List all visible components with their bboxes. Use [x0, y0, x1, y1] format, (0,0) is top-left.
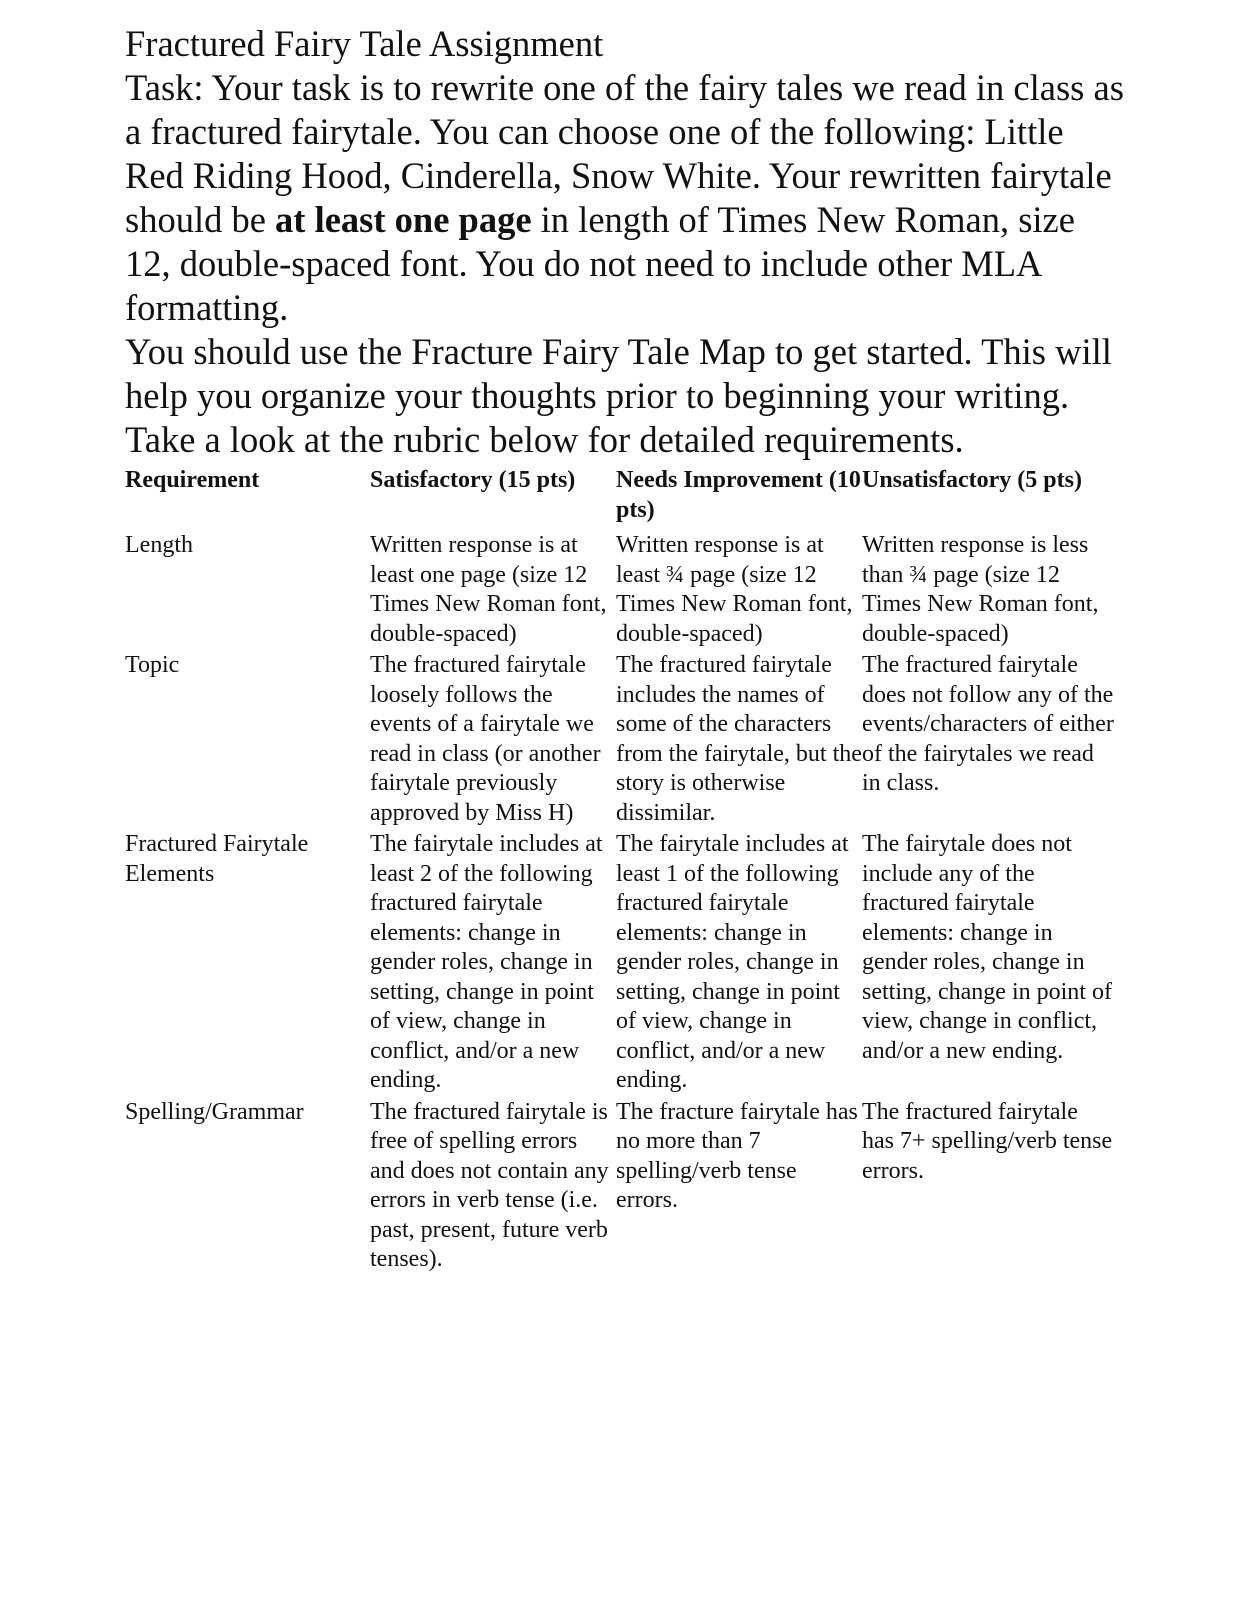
task-text-end: in length of Times New Roman, size 12, double-spaced font. You do not need to include other MLA formatting.	[125, 199, 1075, 328]
header-requirement: Requirement	[125, 467, 260, 493]
header-unsatisfactory: Unsatisfactory (5 pts)	[862, 467, 1082, 493]
rubric-intro: Take a look at the rubric below for detailed requirements.	[125, 419, 964, 460]
requirement-cell: Topic	[125, 652, 180, 678]
requirement-cell: Spelling/Grammar	[125, 1098, 304, 1125]
assignment-title: Fractured Fairy Tale Assignment	[125, 23, 604, 64]
needs-improvement-cell: Written response is at least ¾ page (size 12 Times New Roman font, double-spaced)	[616, 532, 853, 647]
satisfactory-cell: Written response is at least one page (size 12 Times New Roman font, double-spaced)	[370, 532, 607, 647]
requirement-cell: Length	[125, 532, 193, 558]
unsatisfactory-cell: Written response is less than ¾ page (size 12 Times New Roman font, double-spaced)	[862, 532, 1099, 647]
header-satisfactory: Satisfactory (15 pts)	[370, 467, 576, 493]
task-bold-emphasis: at least one page	[275, 199, 532, 240]
needs-improvement-cell: The fracture fairytale has no more than 7 spelling/verb tense errors.	[616, 1098, 858, 1213]
unsatisfactory-cell: The fractured fairytale does not follow any of the events/characters of either of the fairytales we read in class.	[862, 652, 1114, 796]
document-page	[125, 22, 1125, 1277]
rubric-row-length	[125, 529, 1115, 651]
assignment-intro	[125, 22, 1125, 462]
task-text-start: Task: Your task is to rewrite one of the fairy tales we read in class as a fractured fairytale. You can choose one of the following: Little Red Riding Hood, Cinderella, Snow White. Your rewritten fairytale should be	[125, 67, 1124, 240]
header-needs-improvement: Needs Improvement (10 pts)	[616, 467, 861, 523]
rubric-row-spelling-grammar	[125, 1098, 1115, 1277]
rubric-row-topic	[125, 651, 1115, 830]
task-paragraph	[125, 66, 1125, 330]
unsatisfactory-cell: The fractured fairytale has 7+ spelling/verb tense errors.	[862, 1098, 1113, 1184]
satisfactory-cell: The fairytale includes at least 2 of the following fractured fairytale elements: change in gender roles, change in setting, change in point of view, change in conflict, and/or a new ending.	[370, 831, 603, 1093]
requirement-cell: Fractured Fairytale Elements	[125, 831, 309, 887]
unsatisfactory-cell: The fairytale does not include any of the fractured fairytale elements: change in gender roles, change in setting, change in point of view, change in conflict, and/or a new ending.	[862, 831, 1112, 1064]
needs-improvement-cell: The fairytale includes at least 1 of the following fractured fairytale elements: change in gender roles, change in setting, change in point of view, change in conflict, and/or a new ending.	[616, 831, 849, 1093]
satisfactory-cell: The fractured fairytale is free of spelling errors and does not contain any errors in verb tense (i.e. past, present, future verb tenses).	[370, 1098, 609, 1272]
rubric-table	[125, 466, 1115, 1277]
map-paragraph: You should use the Fracture Fairy Tale Map to get started. This will help you organize your thoughts prior to beginning your writing.	[125, 331, 1112, 416]
rubric-header-row	[125, 466, 1115, 529]
satisfactory-cell: The fractured fairytale loosely follows the events of a fairytale we read in class (or another fairytale previously approved by Miss H)	[370, 652, 601, 826]
needs-improvement-cell: The fractured fairytale includes the names of some of the characters from the fairytale, but the story is otherwise dissimilar.	[616, 652, 862, 826]
rubric-row-elements	[125, 830, 1115, 1098]
